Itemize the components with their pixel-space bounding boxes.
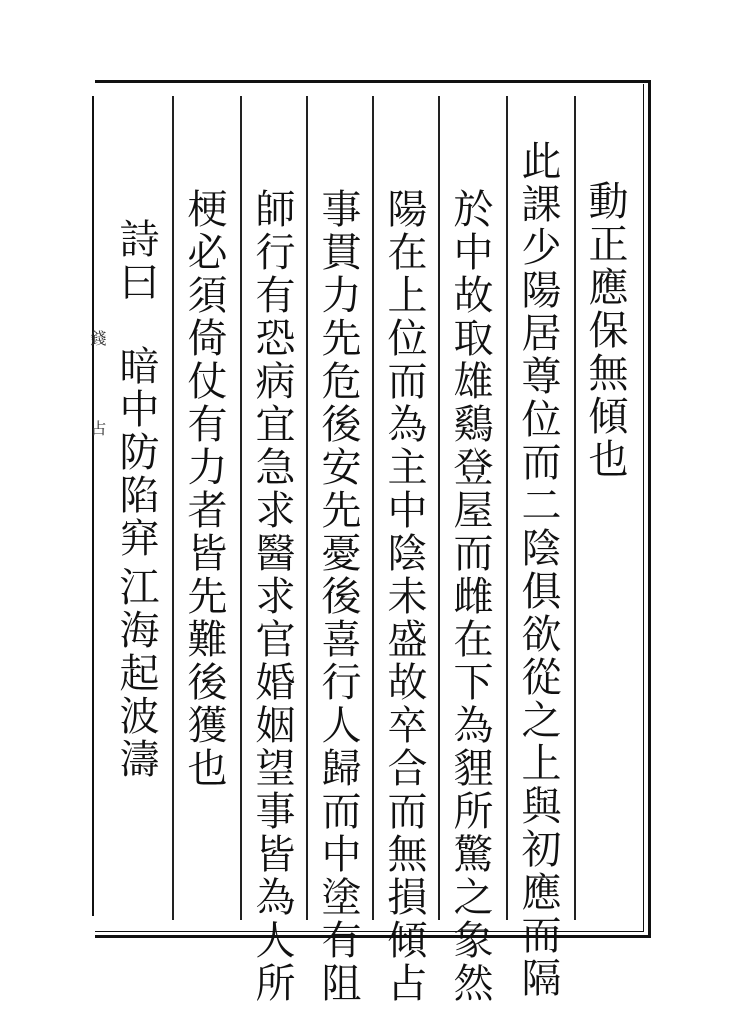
column-rule	[506, 96, 508, 920]
text-column-3: 陽在上位而為主中陰未盛故卒合而無損傾占	[381, 188, 427, 1005]
text-column-4: 事貫力先危後安先憂後喜行人歸而中塗有阻	[315, 188, 361, 1005]
page-frame-inner	[95, 84, 644, 932]
column-rule	[240, 96, 242, 920]
text-column-5: 師行有恐病宜急求醫求官婚姻望事皆為人所	[249, 188, 295, 1005]
column-rule	[438, 96, 440, 920]
column-rule	[172, 96, 174, 920]
text-column-6: 梗必須倚仗有力者皆先難後獲也	[181, 188, 227, 790]
column-rule	[306, 96, 308, 920]
heading-column: 動正應保無傾也	[582, 180, 628, 481]
text-column-2: 於中故取雄鷄登屋而雌在下為貍所驚之象然	[447, 188, 493, 1005]
column-rule	[574, 96, 576, 920]
book-edge-margin	[92, 96, 104, 916]
poem-line-1: 暗中防陷穽	[113, 345, 159, 560]
column-rule	[372, 96, 374, 920]
poem-intro: 詩曰	[113, 218, 159, 304]
margin-mark-1: 錢	[88, 330, 107, 346]
poem-line-2: 江海起波濤	[113, 566, 159, 781]
text-column-1: 此課少陽居尊位而二陰俱欲從之上與初應而隔	[515, 140, 561, 1000]
margin-mark-2: 占	[88, 420, 107, 436]
